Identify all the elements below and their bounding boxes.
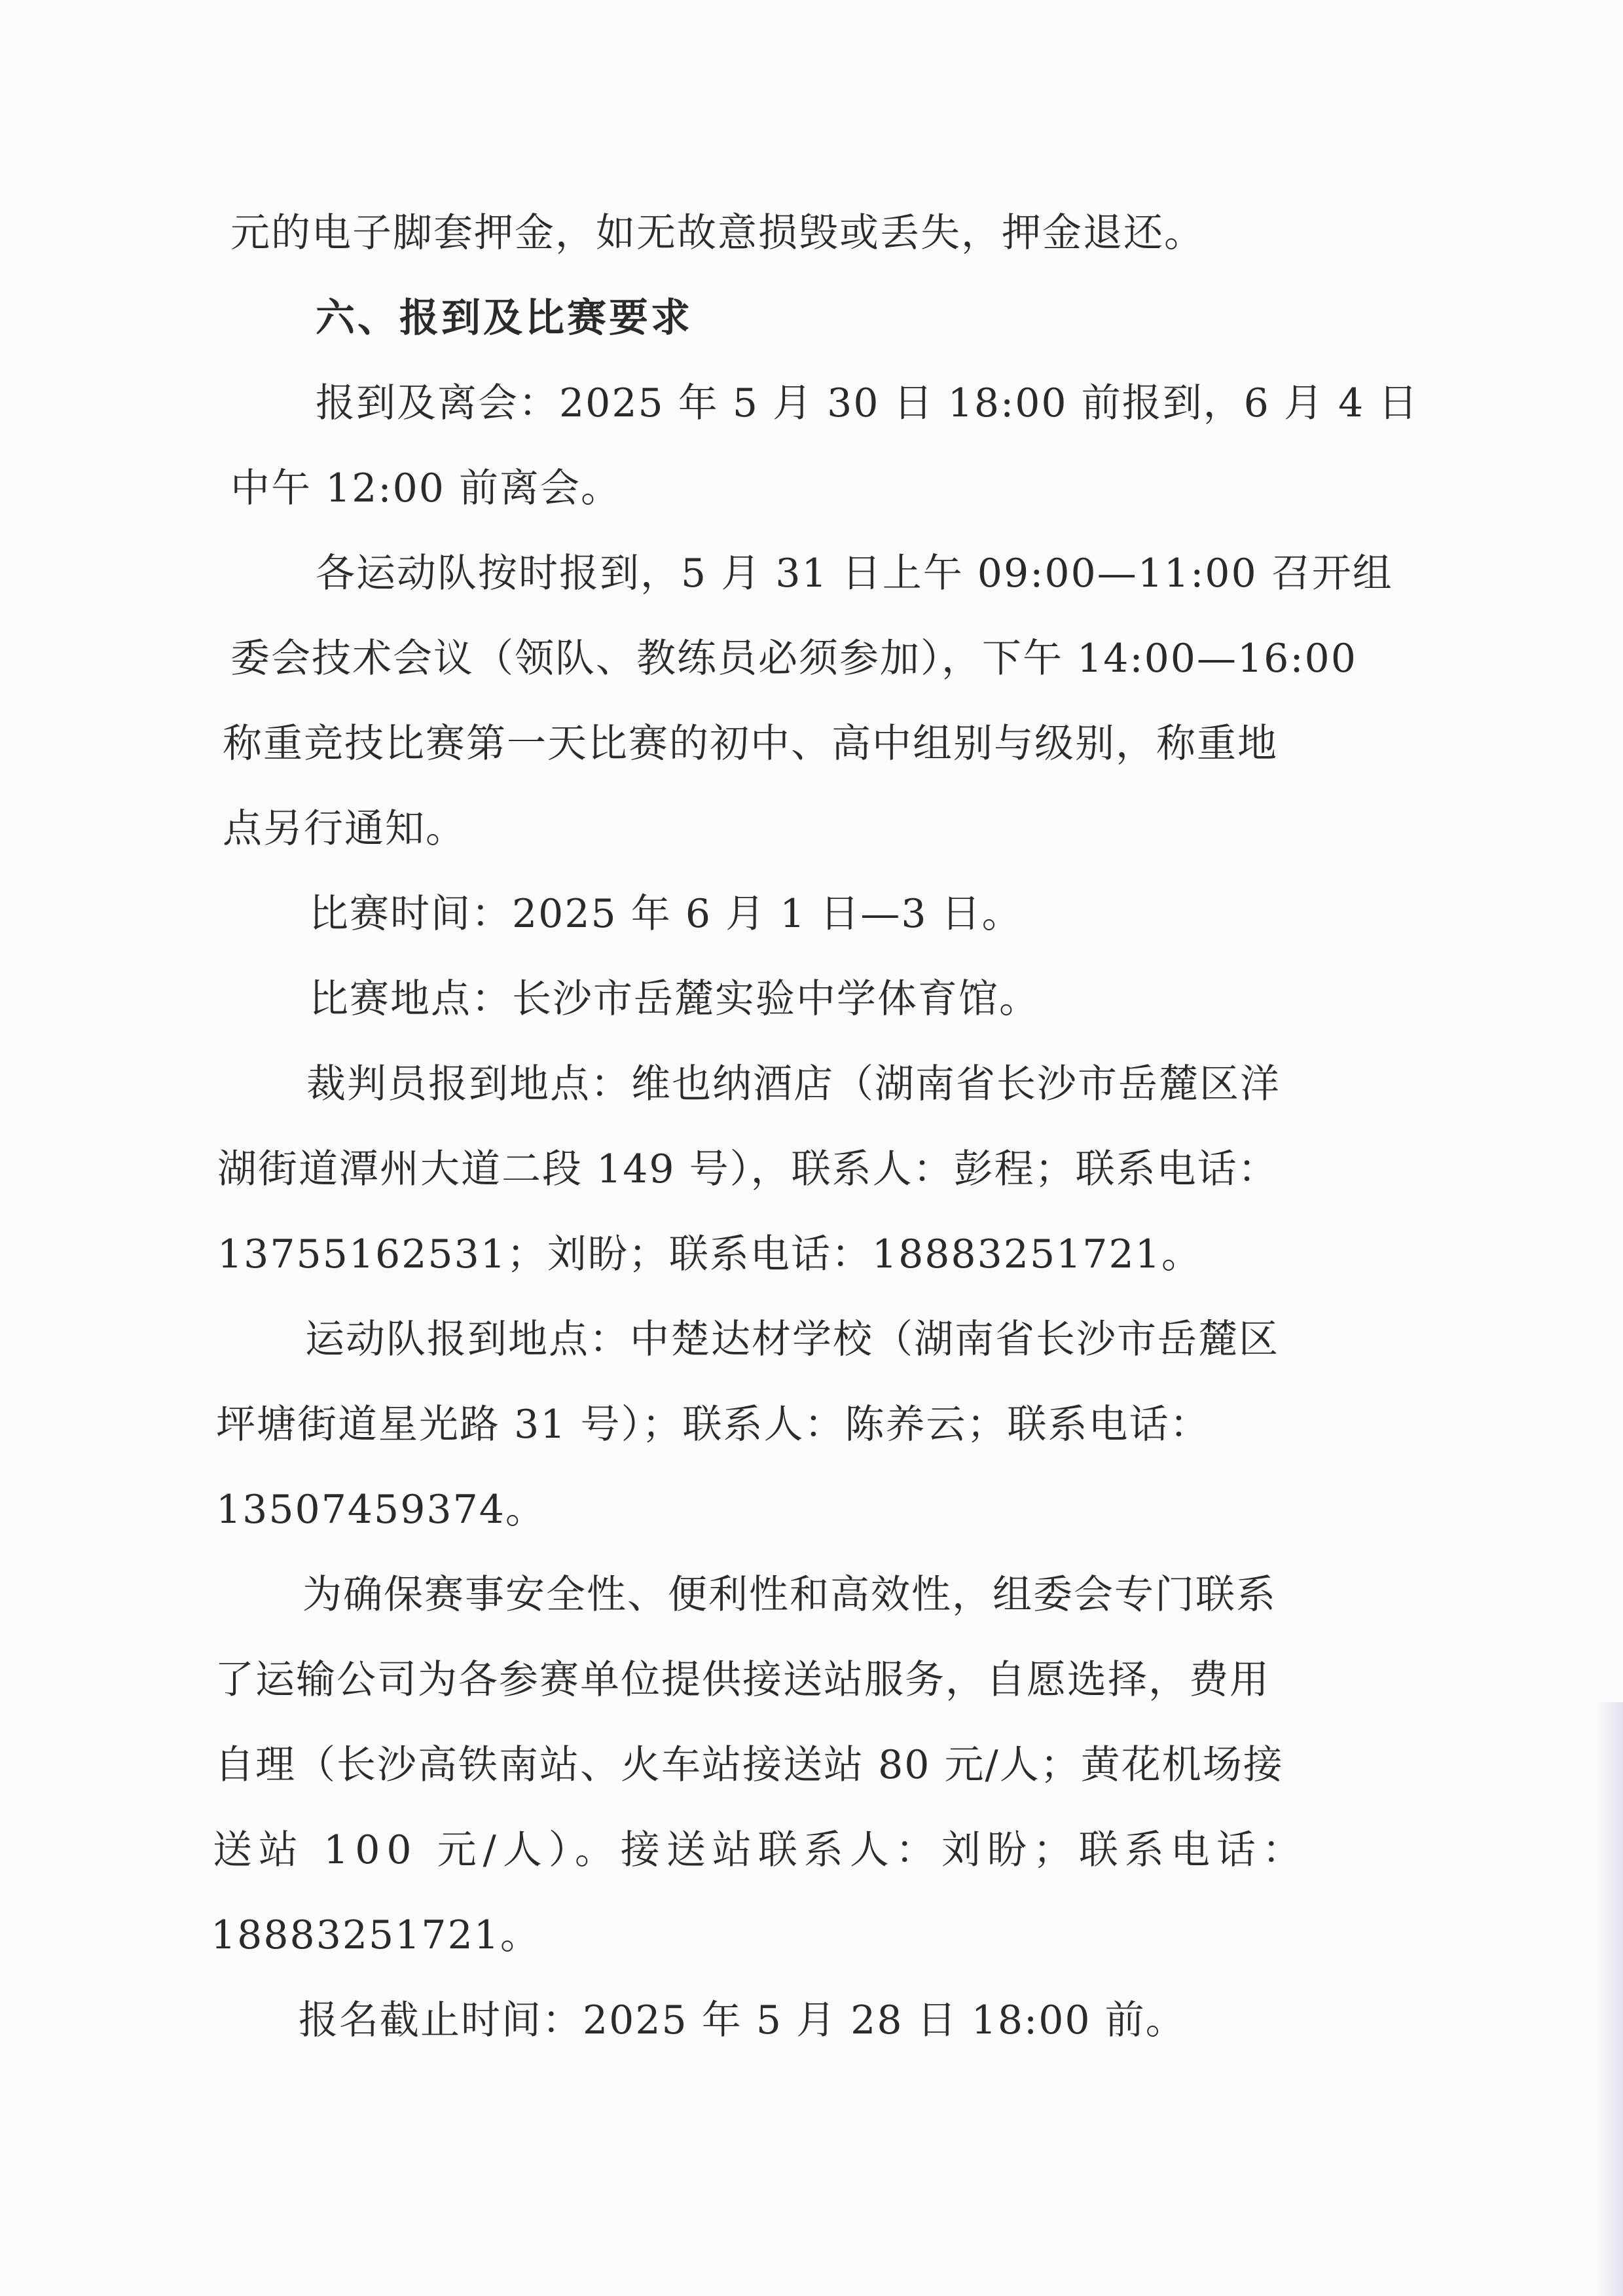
paragraph-line: 湖街道潭州大道二段 149 号），联系人：彭程；联系电话： xyxy=(217,1146,1279,1192)
paragraph-line: 称重竞技比赛第一天比赛的初中、高中组别与级别，称重地 xyxy=(223,721,1278,767)
paragraph-line: 各运动队按时报到，5 月 31 日上午 09:00—11:00 召开组 xyxy=(316,551,1393,596)
paragraph-line: 运动队报到地点：中楚达材学校（湖南省长沙市岳麓区 xyxy=(305,1317,1279,1362)
paragraph-line: 自理（长沙高铁南站、火车站接送站 80 元/人；黄花机场接 xyxy=(215,1742,1284,1788)
paragraph-line: 中午 12:00 前离会。 xyxy=(230,465,622,511)
paragraph-line: 比赛地点：长沙市岳麓实验中学体育馆。 xyxy=(309,976,1040,1022)
paragraph-line: 18883251721。 xyxy=(211,1912,541,1958)
paragraph-line: 委会技术会议（领队、教练员必须参加），下午 14:00—16:00 xyxy=(230,636,1357,682)
section-heading: 六、报到及比赛要求 xyxy=(316,295,693,341)
paragraph-line: 13507459374。 xyxy=(216,1487,546,1533)
paragraph-line: 比赛时间：2025 年 6 月 1 日—3 日。 xyxy=(309,891,1023,937)
paragraph-line: 了运输公司为各参赛单位提供接送站服务，自愿选择，费用 xyxy=(215,1657,1270,1703)
paragraph-line: 13755162531；刘盼；联系电话：18883251721。 xyxy=(217,1231,1202,1277)
paragraph-line: 点另行通知。 xyxy=(223,806,466,852)
scan-edge-shade xyxy=(1597,1702,1623,2296)
paragraph-line: 报到及离会：2025 年 5 月 30 日 18:00 前报到，6 月 4 日 xyxy=(316,380,1419,426)
paragraph-line: 坪塘街道星光路 31 号）；联系人：陈养云；联系电话： xyxy=(216,1402,1211,1448)
paragraph-line: 为确保赛事安全性、便利性和高效性，组委会专门联系 xyxy=(302,1572,1277,1618)
paragraph-line: 裁判员报到地点：维也纳酒店（湖南省长沙市岳麓区洋 xyxy=(306,1061,1281,1107)
paragraph-line: 报名截止时间：2025 年 5 月 28 日 18:00 前。 xyxy=(299,1997,1186,2043)
paragraph-line: 元的电子脚套押金，如无故意损毁或丢失，押金退还。 xyxy=(230,210,1205,256)
paragraph-line: 送站 100 元/人）。接送站联系人：刘盼；联系电话： xyxy=(213,1827,1308,1873)
